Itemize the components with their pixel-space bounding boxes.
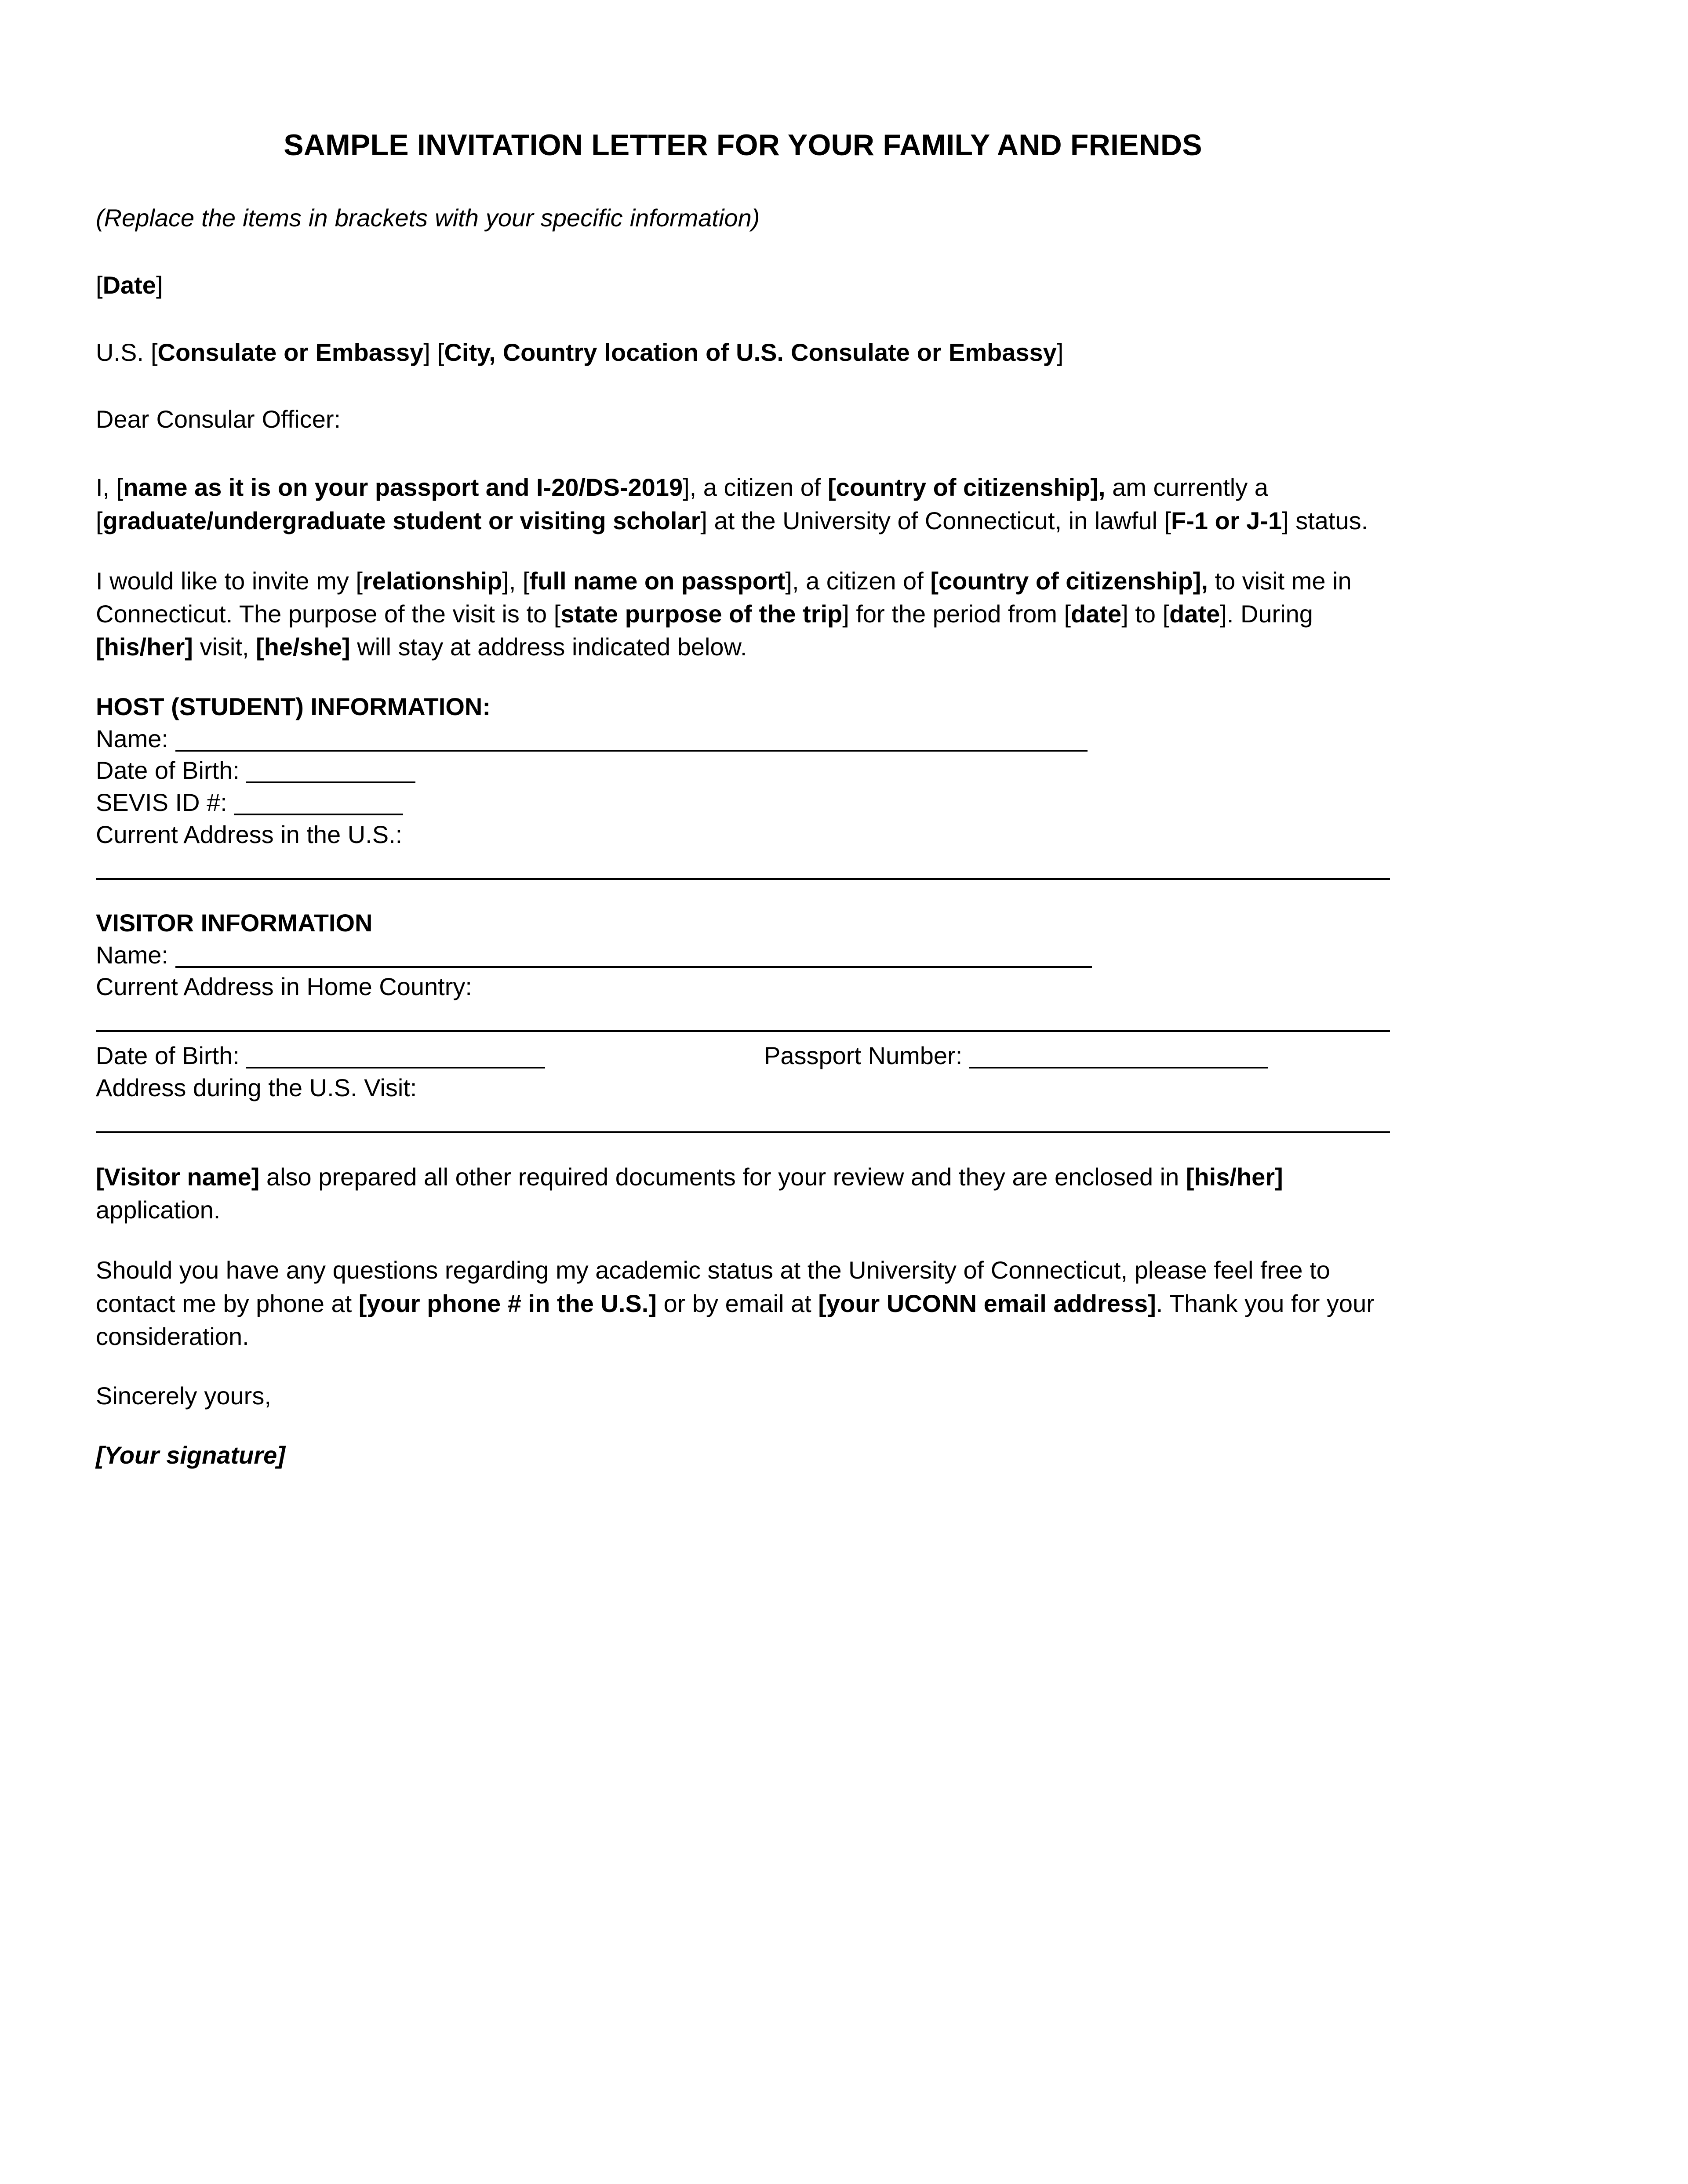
p3-visitor-name-placeholder: [Visitor name] xyxy=(96,1163,260,1191)
instruction-note: (Replace the items in brackets with your specific information) xyxy=(96,204,760,232)
p2-seg4: to visit me in Connecticut. The purpose of the visit is to [ xyxy=(96,567,1352,628)
p1-seg2: ], a citizen of xyxy=(683,473,828,501)
p3-seg2: application. xyxy=(96,1196,221,1224)
p2-seg6: ] to [ xyxy=(1121,600,1170,628)
paragraph-status xyxy=(96,471,1390,537)
p1-citizenship-placeholder: [country of citizenship], xyxy=(828,473,1106,501)
visitor-dob-input-rule[interactable] xyxy=(246,1067,545,1068)
spacer xyxy=(96,1353,1390,1380)
p2-seg8: visit, xyxy=(193,633,256,661)
visitor-home-address-label: Current Address in Home Country: xyxy=(96,973,472,1001)
page-title: SAMPLE INVITATION LETTER FOR YOUR FAMILY AND FRIENDS xyxy=(284,128,1202,162)
date-placeholder: Date xyxy=(102,271,156,299)
visitor-dob-label: Date of Birth: xyxy=(96,1042,247,1070)
date-open-bracket: [ xyxy=(96,271,103,299)
visitor-name-label: Name: xyxy=(96,941,175,969)
document-body xyxy=(96,202,1390,1472)
spacer xyxy=(96,1412,1390,1439)
p2-seg2: ], [ xyxy=(502,567,530,595)
consulate-placeholder: Consulate or Embassy xyxy=(157,338,424,366)
visitor-us-address-label: Address during the U.S. Visit: xyxy=(96,1073,417,1101)
paragraph-documents xyxy=(96,1160,1390,1227)
spacer xyxy=(96,234,1390,269)
p2-purpose-placeholder: state purpose of the trip xyxy=(560,600,843,628)
spacer xyxy=(96,368,1390,403)
spacer xyxy=(96,1133,1390,1160)
host-dob-label: Date of Birth: xyxy=(96,756,247,785)
closing-line: Sincerely yours, xyxy=(96,1382,271,1410)
p3-hisher-placeholder: [his/her] xyxy=(1186,1163,1283,1191)
p4-seg2: or by email at xyxy=(656,1289,819,1317)
spacer xyxy=(96,880,1390,907)
date-line xyxy=(96,269,1390,302)
p2-heshe-placeholder: [he/she] xyxy=(256,633,350,661)
visitor-passport-field xyxy=(764,1040,1390,1072)
host-name-input-rule[interactable] xyxy=(175,750,1088,752)
address-suffix: ] xyxy=(1056,338,1064,366)
p1-passport-placeholder: name as it is on your passport and I-20/DS-2019 xyxy=(123,473,683,501)
host-dob-input-rule[interactable] xyxy=(246,781,415,783)
visitor-name-input-rule[interactable] xyxy=(175,966,1092,968)
location-placeholder: City, Country location of U.S. Consulate or Embassy xyxy=(444,338,1057,366)
spacer xyxy=(96,1104,1390,1131)
p2-seg1: I would like to invite my [ xyxy=(96,567,363,595)
visitor-dob-passport-row xyxy=(96,1040,1390,1072)
visitor-passport-input-rule[interactable] xyxy=(969,1067,1268,1068)
paragraph-contact xyxy=(96,1254,1390,1353)
p4-email-placeholder: [your UCONN email address] xyxy=(818,1289,1156,1317)
spacer xyxy=(96,1226,1390,1254)
p1-student-type-placeholder: graduate/undergraduate student or visiting scholar xyxy=(102,506,701,534)
signature-placeholder: [Your signature] xyxy=(96,1441,285,1469)
spacer xyxy=(96,1003,1390,1030)
consulate-address-line xyxy=(96,337,1390,369)
spacer xyxy=(96,436,1390,471)
host-sevis-input-rule[interactable] xyxy=(234,814,403,815)
host-information-heading: HOST (STUDENT) INFORMATION: xyxy=(96,692,491,720)
p2-seg9: will stay at address indicated below. xyxy=(350,633,747,661)
p1-visa-status-placeholder: F-1 or J-1 xyxy=(1171,506,1282,534)
host-dob-field xyxy=(96,755,1390,787)
spacer xyxy=(96,1032,1390,1040)
p1-seg5: ] status. xyxy=(1282,506,1368,534)
spacer xyxy=(96,664,1390,691)
paragraph-invitation xyxy=(96,564,1390,664)
date-close-bracket: ] xyxy=(156,271,163,299)
visitor-information-heading: VISITOR INFORMATION xyxy=(96,908,373,937)
p2-date-from-placeholder: date xyxy=(1071,600,1122,628)
p2-fullname-placeholder: full name on passport xyxy=(529,567,786,595)
address-prefix: U.S. [ xyxy=(96,338,158,366)
address-mid: ] [ xyxy=(423,338,444,366)
spacer xyxy=(96,537,1390,564)
p3-seg1: also prepared all other required documents for your review and they are enclosed in xyxy=(259,1163,1186,1191)
spacer xyxy=(96,302,1390,337)
host-address-label: Current Address in the U.S.: xyxy=(96,820,403,848)
p4-phone-placeholder: [your phone # in the U.S.] xyxy=(358,1289,657,1317)
visitor-name-field xyxy=(96,939,1390,971)
host-name-label: Name: xyxy=(96,724,175,752)
p4-seg3: . Thank you for your consideration. xyxy=(96,1289,1375,1350)
p2-citizenship-placeholder: [country of citizenship], xyxy=(930,567,1208,595)
p4-seg1: Should you have any questions regarding my academic status at the University of Connecticut, please feel free to contact me by phone at xyxy=(96,1256,1330,1317)
host-name-field xyxy=(96,723,1390,755)
p1-seg4: ] at the University of Connecticut, in lawful [ xyxy=(700,506,1171,534)
p1-seg1: I, [ xyxy=(96,473,124,501)
p2-seg7: ]. During xyxy=(1220,600,1313,628)
p2-hisher-placeholder: [his/her] xyxy=(96,633,193,661)
spacer xyxy=(96,851,1390,878)
p2-seg5: ] for the period from [ xyxy=(842,600,1071,628)
visitor-passport-label: Passport Number: xyxy=(764,1042,969,1070)
p2-relationship-placeholder: relationship xyxy=(362,567,502,595)
p2-date-to-placeholder: date xyxy=(1169,600,1220,628)
host-sevis-label: SEVIS ID #: xyxy=(96,789,234,817)
host-sevis-field xyxy=(96,787,1390,819)
salutation: Dear Consular Officer: xyxy=(96,405,341,433)
p2-seg3: ], a citizen of xyxy=(785,567,931,595)
p1-seg3: am currently a [ xyxy=(96,473,1268,534)
visitor-dob-field xyxy=(96,1040,764,1072)
